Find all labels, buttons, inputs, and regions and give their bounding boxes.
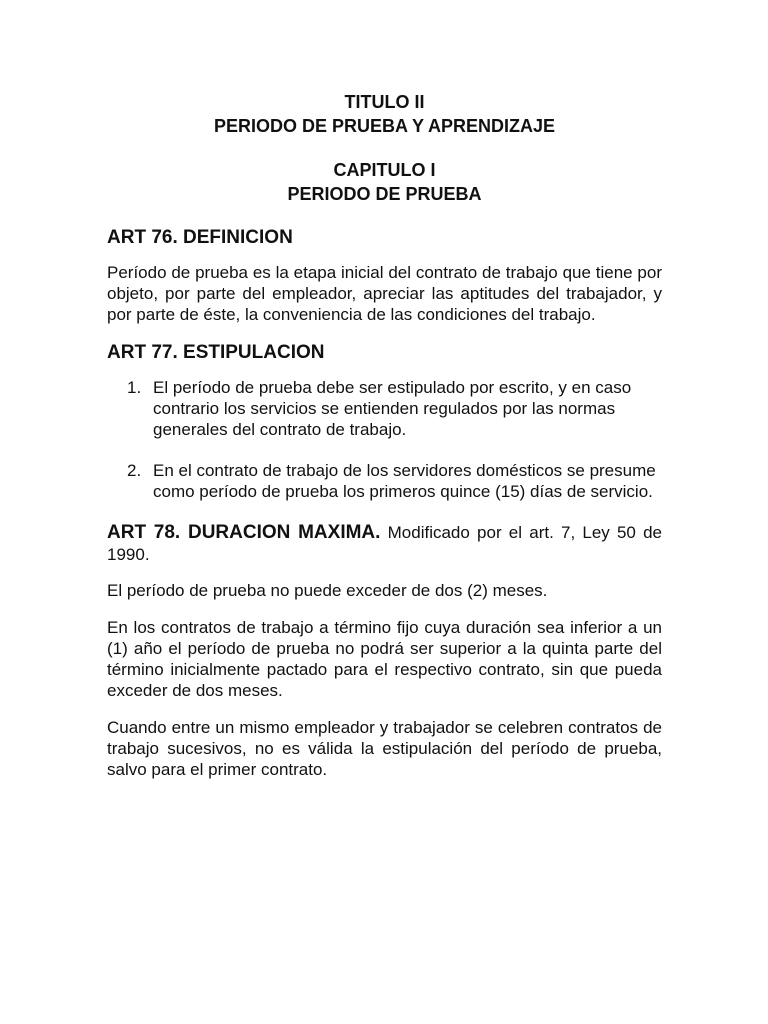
article-78-paragraph-2: En los contratos de trabajo a término fijo cuya duración sea inferior a un (1) año el período de prueba no podrá ser superior a la quinta parte del término inicialmente pactado para el respectivo contrato, sin que pueda exceder de dos meses. [107,618,662,700]
article-78-heading: ART 78. DURACION MAXIMA. [107,522,381,543]
capitulo-number: CAPITULO I [333,160,436,180]
capitulo-block [107,158,662,206]
titulo-block [107,90,662,138]
article-77-heading: ART 77. ESTIPULACION [107,342,325,363]
article-78-note: Modificado por el art. 7, Ley 50 de 1990. [107,523,662,564]
article-77-list [107,377,662,502]
document-page [107,90,662,796]
article-78-heading-line [107,522,662,566]
list-item [107,460,662,502]
titulo-number: TITULO II [344,92,425,112]
article-78 [107,522,662,780]
article-78-paragraph-3: Cuando entre un mismo empleador y trabajador se celebren contratos de trabajo sucesivos, no es válida la estipulación del período de prueba, salvo para el primer contrato. [107,718,662,779]
article-76-text: Período de prueba es la etapa inicial del contrato de trabajo que tiene por objeto, por parte del empleador, apreciar las aptitudes del trabajador, y por parte de éste, la conveniencia de las condiciones del trabajo. [107,263,662,324]
list-item-text: El período de prueba debe ser estipulado por escrito, y en caso contrario los servicios se entienden regulados por las normas generales del contrato de trabajo. [153,378,632,439]
titulo-name: PERIODO DE PRUEBA Y APRENDIZAJE [213,116,556,136]
list-item-text: En el contrato de trabajo de los servidores domésticos se presume como período de prueba los primeros quince (15) días de servicio. [153,461,656,501]
article-76 [107,226,662,325]
article-78-paragraph-1: El período de prueba no puede exceder de dos (2) meses. [107,581,548,600]
article-76-heading: ART 76. DEFINICION [107,227,293,248]
capitulo-name: PERIODO DE PRUEBA [287,184,482,204]
list-item-number: 2. [127,461,142,480]
list-item-number: 1. [127,378,142,397]
list-item [107,377,662,440]
article-77 [107,341,662,502]
